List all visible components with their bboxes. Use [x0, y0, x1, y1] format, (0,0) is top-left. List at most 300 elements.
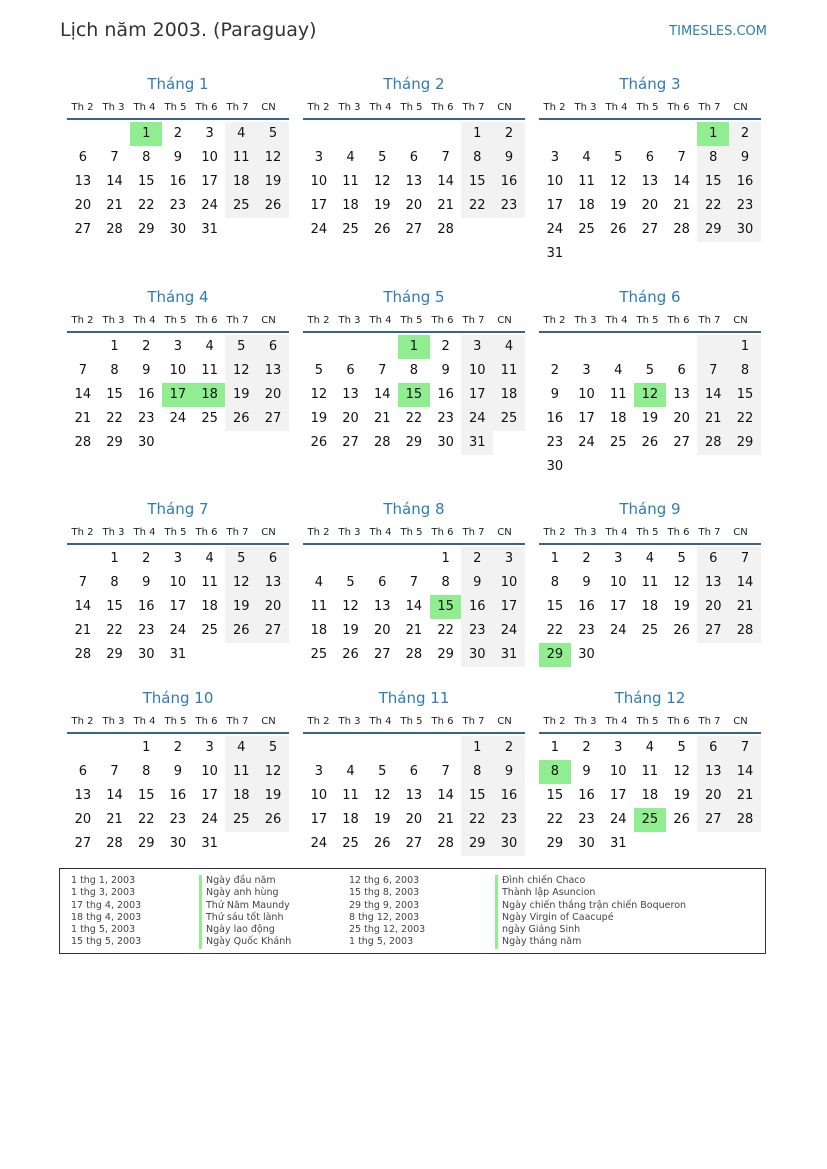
- day-cell: 29: [106, 647, 123, 662]
- weekday-label: Th 3: [574, 102, 597, 113]
- day-cell: 18: [201, 599, 218, 614]
- weekday-label: Th 6: [195, 716, 218, 727]
- day-cell: 23: [437, 411, 454, 426]
- day-cell: 28: [729, 808, 761, 832]
- month-title: Tháng 3: [619, 75, 681, 93]
- day-cell: 28: [729, 619, 761, 643]
- day-cell: 4: [614, 363, 623, 378]
- weekday-label: Th 2: [71, 527, 94, 538]
- day-cell: 19: [673, 599, 690, 614]
- day-cell: 21: [437, 812, 454, 827]
- day-cell: 26: [257, 808, 289, 832]
- day-cell: 17: [578, 411, 595, 426]
- legend-holiday-name: Ngày anh hùng: [199, 887, 291, 899]
- day-cell: 20: [673, 411, 690, 426]
- day-grid: [303, 122, 525, 242]
- weekday-label: Th 3: [102, 315, 125, 326]
- day-cell: 13: [342, 387, 359, 402]
- day-cell: 24: [169, 411, 187, 426]
- weekday-label: Th 5: [400, 716, 423, 727]
- weekday-label: Th 2: [71, 716, 94, 727]
- day-cell: 29: [437, 647, 454, 662]
- day-cell: 6: [677, 363, 686, 378]
- day-cell: 17: [310, 812, 328, 827]
- weekday-label: CN: [261, 716, 276, 727]
- empty-day-cell: [430, 736, 462, 760]
- day-cell: 5: [225, 335, 257, 359]
- day-cell: 19: [225, 595, 257, 619]
- weekday-label: Th 6: [195, 315, 218, 326]
- day-cell: 6: [257, 547, 289, 571]
- day-cell: 8: [461, 146, 493, 170]
- day-cell: 27: [74, 836, 92, 851]
- day-cell: 20: [405, 812, 423, 827]
- day-cell: 23: [578, 812, 595, 827]
- day-cell: 25: [310, 647, 328, 662]
- day-cell: 14: [405, 599, 423, 614]
- day-cell: 3: [582, 363, 591, 378]
- day-cell: 10: [578, 387, 595, 402]
- month-title: Tháng 9: [619, 500, 681, 518]
- month-title: Tháng 2: [383, 75, 445, 93]
- day-cell: 22: [405, 411, 423, 426]
- day-cell: 7: [441, 150, 450, 165]
- holiday-day-cell: 18: [194, 383, 226, 407]
- day-cell: 27: [405, 836, 423, 851]
- site-link[interactable]: TIMESLES.COM: [669, 24, 767, 39]
- month-calendar: [539, 687, 761, 856]
- weekday-label: CN: [733, 315, 748, 326]
- legend-holiday-name: Thành lập Asuncion: [495, 887, 686, 899]
- day-cell: 21: [74, 411, 92, 426]
- day-cell: 18: [578, 198, 595, 213]
- day-cell: 29: [729, 431, 761, 455]
- day-cell: 22: [437, 623, 454, 638]
- empty-day-cell: [303, 122, 335, 146]
- weekday-label: CN: [733, 527, 748, 538]
- legend-date: 1 thg 5, 2003: [349, 936, 414, 948]
- day-cell: 11: [201, 363, 218, 378]
- day-cell: 16: [729, 170, 761, 194]
- day-cell: 28: [673, 222, 690, 237]
- day-cell: 4: [205, 551, 214, 566]
- empty-day-cell: [67, 736, 99, 760]
- weekday-label: Th 7: [698, 716, 721, 727]
- weekday-label: Th 7: [462, 102, 485, 113]
- day-cell: 11: [342, 788, 359, 803]
- legend-holiday-name: Ngày chiến thắng trận chiến Boqueron: [495, 900, 686, 912]
- empty-day-cell: [602, 335, 634, 359]
- day-cell: 7: [677, 150, 686, 165]
- day-cell: 7: [378, 363, 387, 378]
- day-cell: 18: [641, 788, 659, 803]
- day-cell: 15: [106, 387, 123, 402]
- empty-day-cell: [335, 736, 367, 760]
- empty-day-cell: [666, 122, 698, 146]
- empty-day-cell: [666, 335, 698, 359]
- day-cell: 25: [201, 623, 218, 638]
- weekday-label: Th 7: [226, 527, 249, 538]
- day-cell: 21: [437, 198, 454, 213]
- weekday-label: Th 6: [667, 716, 690, 727]
- day-cell: 6: [78, 150, 87, 165]
- day-cell: 6: [378, 575, 387, 590]
- day-grid: [539, 335, 761, 479]
- day-cell: 23: [137, 411, 155, 426]
- month-calendar: [303, 687, 525, 856]
- day-cell: 14: [729, 571, 761, 595]
- day-cell: 3: [614, 551, 623, 566]
- legend-holiday-name: Ngày lao động: [199, 924, 291, 936]
- day-cell: 5: [614, 150, 623, 165]
- day-cell: 19: [310, 411, 328, 426]
- day-cell: 10: [310, 174, 328, 189]
- legend-date: 12 thg 6, 2003: [349, 875, 420, 886]
- legend-holiday-name: Ngày Quốc Khánh: [199, 936, 291, 948]
- day-cell: 2: [493, 736, 525, 760]
- weekday-header: [303, 311, 525, 333]
- legend-names-col-2: [495, 875, 686, 949]
- day-cell: 13: [641, 174, 659, 189]
- day-cell: 17: [201, 788, 218, 803]
- weekday-label: Th 7: [698, 527, 721, 538]
- day-cell: 23: [578, 623, 595, 638]
- day-cell: 9: [582, 575, 591, 590]
- legend-date: 1 thg 5, 2003: [71, 924, 136, 936]
- day-cell: 17: [461, 383, 493, 407]
- empty-day-cell: [634, 335, 666, 359]
- day-cell: 30: [137, 647, 155, 662]
- weekday-label: Th 5: [636, 102, 659, 113]
- day-grid: [303, 736, 525, 856]
- day-cell: 27: [257, 407, 289, 431]
- day-cell: 7: [729, 547, 761, 571]
- day-cell: 11: [578, 174, 595, 189]
- day-cell: 27: [673, 435, 690, 450]
- day-cell: 10: [609, 764, 627, 779]
- day-cell: 18: [342, 198, 359, 213]
- day-cell: 2: [173, 740, 183, 755]
- day-cell: 27: [257, 619, 289, 643]
- day-cell: 4: [314, 575, 323, 590]
- legend-holiday-name: Ngày Virgin of Caacupé: [495, 912, 686, 924]
- weekday-label: Th 2: [307, 716, 330, 727]
- day-cell: 1: [461, 122, 493, 146]
- day-grid: [303, 335, 525, 455]
- weekday-label: Th 4: [369, 716, 392, 727]
- weekday-label: CN: [497, 315, 512, 326]
- empty-day-cell: [366, 335, 398, 359]
- day-cell: 4: [205, 339, 214, 354]
- day-cell: 23: [493, 194, 525, 218]
- day-cell: 27: [342, 435, 359, 450]
- weekday-label: Th 2: [543, 716, 566, 727]
- weekday-label: Th 3: [574, 527, 597, 538]
- day-cell: 22: [461, 808, 493, 832]
- day-cell: 18: [609, 411, 627, 426]
- day-cell: 5: [677, 740, 686, 755]
- weekday-label: CN: [733, 102, 748, 113]
- day-cell: 12: [225, 571, 257, 595]
- day-cell: 1: [550, 740, 559, 755]
- day-cell: 13: [74, 788, 92, 803]
- day-cell: 29: [137, 222, 155, 237]
- empty-day-cell: [398, 547, 430, 571]
- weekday-header: [539, 311, 761, 333]
- weekday-label: Th 3: [102, 527, 125, 538]
- day-cell: 27: [373, 647, 391, 662]
- day-cell: 1: [110, 551, 119, 566]
- day-cell: 24: [609, 623, 627, 638]
- weekday-header: [303, 98, 525, 120]
- day-cell: 6: [697, 547, 729, 571]
- day-cell: 29: [546, 836, 564, 851]
- day-cell: 28: [697, 431, 729, 455]
- day-cell: 9: [729, 146, 761, 170]
- day-cell: 2: [729, 122, 761, 146]
- day-cell: 10: [461, 359, 493, 383]
- weekday-header: [303, 712, 525, 734]
- weekday-label: Th 6: [431, 102, 454, 113]
- weekday-label: Th 5: [636, 527, 659, 538]
- holiday-day-cell: 1: [697, 122, 729, 146]
- day-cell: 11: [225, 760, 257, 784]
- weekday-label: Th 3: [574, 315, 597, 326]
- day-cell: 13: [697, 760, 729, 784]
- empty-day-cell: [303, 736, 335, 760]
- legend-date: 29 thg 9, 2003: [349, 899, 420, 911]
- legend-dates-col-1: [71, 875, 141, 949]
- day-cell: 14: [106, 174, 123, 189]
- day-cell: 14: [437, 174, 454, 189]
- weekday-label: CN: [733, 716, 748, 727]
- day-cell: 13: [257, 571, 289, 595]
- day-cell: 1: [461, 736, 493, 760]
- day-cell: 15: [729, 383, 761, 407]
- day-cell: 9: [142, 363, 151, 378]
- day-cell: 15: [546, 788, 564, 803]
- day-cell: 22: [137, 812, 155, 827]
- day-cell: 31: [546, 246, 564, 261]
- month-calendar: [303, 286, 525, 455]
- day-cell: 14: [74, 387, 92, 402]
- day-cell: 13: [405, 174, 423, 189]
- day-cell: 14: [437, 788, 454, 803]
- day-cell: 22: [106, 411, 123, 426]
- day-cell: 26: [225, 407, 257, 431]
- day-cell: 25: [342, 222, 359, 237]
- day-cell: 16: [169, 788, 187, 803]
- holiday-day-cell: 8: [539, 760, 571, 784]
- day-cell: 12: [673, 575, 690, 590]
- weekday-label: Th 4: [369, 102, 392, 113]
- legend-holiday-name: Thứ Năm Maundy: [199, 900, 291, 912]
- day-cell: 15: [461, 170, 493, 194]
- weekday-label: Th 2: [307, 102, 330, 113]
- empty-day-cell: [697, 335, 729, 359]
- day-cell: 13: [74, 174, 92, 189]
- day-cell: 22: [106, 623, 123, 638]
- day-cell: 9: [441, 363, 450, 378]
- day-cell: 1: [729, 335, 761, 359]
- day-cell: 8: [142, 764, 151, 779]
- day-cell: 14: [697, 383, 729, 407]
- weekday-header: [67, 712, 289, 734]
- day-cell: 23: [546, 435, 564, 450]
- day-cell: 25: [225, 194, 257, 218]
- day-cell: 24: [546, 222, 564, 237]
- weekday-label: Th 4: [605, 315, 628, 326]
- day-cell: 2: [582, 740, 591, 755]
- day-cell: 5: [378, 764, 387, 779]
- day-cell: 24: [609, 812, 627, 827]
- day-cell: 27: [405, 222, 423, 237]
- day-grid: [539, 547, 761, 667]
- page-title: Lịch năm 2003. (Paraguay): [60, 19, 317, 41]
- weekday-label: Th 4: [369, 315, 392, 326]
- day-cell: 30: [169, 222, 187, 237]
- weekday-label: Th 4: [133, 315, 156, 326]
- weekday-label: Th 2: [543, 315, 566, 326]
- day-cell: 8: [441, 575, 450, 590]
- empty-day-cell: [366, 547, 398, 571]
- day-cell: 23: [169, 198, 187, 213]
- day-grid: [67, 736, 289, 856]
- day-cell: 26: [373, 836, 391, 851]
- weekday-label: Th 6: [667, 315, 690, 326]
- weekday-label: Th 3: [102, 716, 125, 727]
- day-cell: 8: [409, 363, 419, 378]
- day-cell: 2: [493, 122, 525, 146]
- day-cell: 19: [609, 198, 627, 213]
- legend-holiday-name: Thứ sáu tốt lành: [199, 912, 291, 924]
- day-cell: 16: [578, 599, 595, 614]
- day-cell: 8: [697, 146, 729, 170]
- day-cell: 3: [314, 150, 323, 165]
- day-cell: 7: [78, 363, 87, 378]
- weekday-label: Th 2: [71, 102, 94, 113]
- day-cell: 26: [257, 194, 289, 218]
- weekday-label: Th 3: [338, 315, 361, 326]
- day-cell: 12: [257, 760, 289, 784]
- weekday-label: Th 3: [102, 102, 125, 113]
- holiday-day-cell: 29: [539, 643, 571, 667]
- day-cell: 25: [641, 623, 659, 638]
- day-cell: 15: [137, 174, 155, 189]
- day-cell: 28: [106, 836, 123, 851]
- day-cell: 24: [201, 812, 218, 827]
- weekday-label: Th 6: [195, 102, 218, 113]
- day-cell: 11: [493, 359, 525, 383]
- day-cell: 3: [461, 335, 493, 359]
- weekday-label: Th 7: [226, 716, 249, 727]
- day-cell: 30: [461, 643, 493, 667]
- day-cell: 18: [493, 383, 525, 407]
- day-cell: 11: [201, 575, 218, 590]
- day-grid: [539, 736, 761, 856]
- day-cell: 9: [173, 764, 183, 779]
- day-cell: 8: [110, 575, 119, 590]
- holiday-day-cell: 12: [634, 383, 666, 407]
- weekday-label: Th 7: [462, 527, 485, 538]
- holiday-day-cell: 1: [130, 122, 162, 146]
- day-cell: 23: [169, 812, 187, 827]
- day-cell: 11: [310, 599, 328, 614]
- day-cell: 17: [201, 174, 218, 189]
- day-cell: 29: [461, 832, 493, 856]
- day-cell: 10: [609, 575, 627, 590]
- weekday-label: Th 5: [164, 102, 187, 113]
- month-calendar: [303, 73, 525, 242]
- empty-day-cell: [335, 547, 367, 571]
- day-cell: 12: [225, 359, 257, 383]
- day-cell: 8: [729, 359, 761, 383]
- day-cell: 7: [729, 736, 761, 760]
- day-cell: 18: [342, 812, 359, 827]
- weekday-label: Th 4: [133, 527, 156, 538]
- weekday-label: Th 4: [605, 716, 628, 727]
- day-grid: [67, 335, 289, 455]
- legend-date: 8 thg 12, 2003: [349, 911, 420, 923]
- day-cell: 13: [373, 599, 391, 614]
- day-cell: 16: [578, 788, 595, 803]
- day-grid: [67, 547, 289, 667]
- day-cell: 31: [493, 643, 525, 667]
- empty-day-cell: [335, 335, 367, 359]
- day-cell: 25: [201, 411, 218, 426]
- day-cell: 3: [173, 551, 183, 566]
- weekday-label: Th 2: [543, 102, 566, 113]
- day-cell: 18: [310, 623, 328, 638]
- day-cell: 28: [405, 647, 423, 662]
- month-calendar: [539, 498, 761, 667]
- day-cell: 7: [409, 575, 419, 590]
- day-cell: 16: [493, 784, 525, 808]
- empty-day-cell: [99, 122, 131, 146]
- weekday-label: Th 7: [226, 315, 249, 326]
- day-cell: 19: [373, 812, 391, 827]
- day-grid: [303, 547, 525, 667]
- day-cell: 12: [609, 174, 627, 189]
- weekday-label: Th 7: [226, 102, 249, 113]
- weekday-label: Th 5: [636, 716, 659, 727]
- day-cell: 1: [142, 740, 151, 755]
- day-cell: 14: [74, 599, 92, 614]
- day-cell: 18: [641, 599, 659, 614]
- empty-day-cell: [303, 335, 335, 359]
- day-cell: 28: [437, 836, 454, 851]
- day-cell: 6: [645, 150, 655, 165]
- day-cell: 20: [697, 784, 729, 808]
- weekday-header: [67, 311, 289, 333]
- weekday-label: Th 5: [164, 527, 187, 538]
- day-cell: 26: [373, 222, 391, 237]
- month-calendar: [67, 687, 289, 856]
- day-cell: 19: [257, 784, 289, 808]
- day-cell: 23: [729, 194, 761, 218]
- day-cell: 21: [729, 784, 761, 808]
- holiday-day-cell: 15: [398, 383, 430, 407]
- day-cell: 13: [697, 571, 729, 595]
- empty-day-cell: [539, 122, 571, 146]
- day-cell: 22: [546, 623, 564, 638]
- day-cell: 28: [74, 647, 92, 662]
- month-calendar: [67, 286, 289, 455]
- day-cell: 21: [729, 595, 761, 619]
- day-cell: 4: [225, 122, 257, 146]
- day-cell: 20: [257, 595, 289, 619]
- legend-date: 1 thg 1, 2003: [71, 875, 136, 886]
